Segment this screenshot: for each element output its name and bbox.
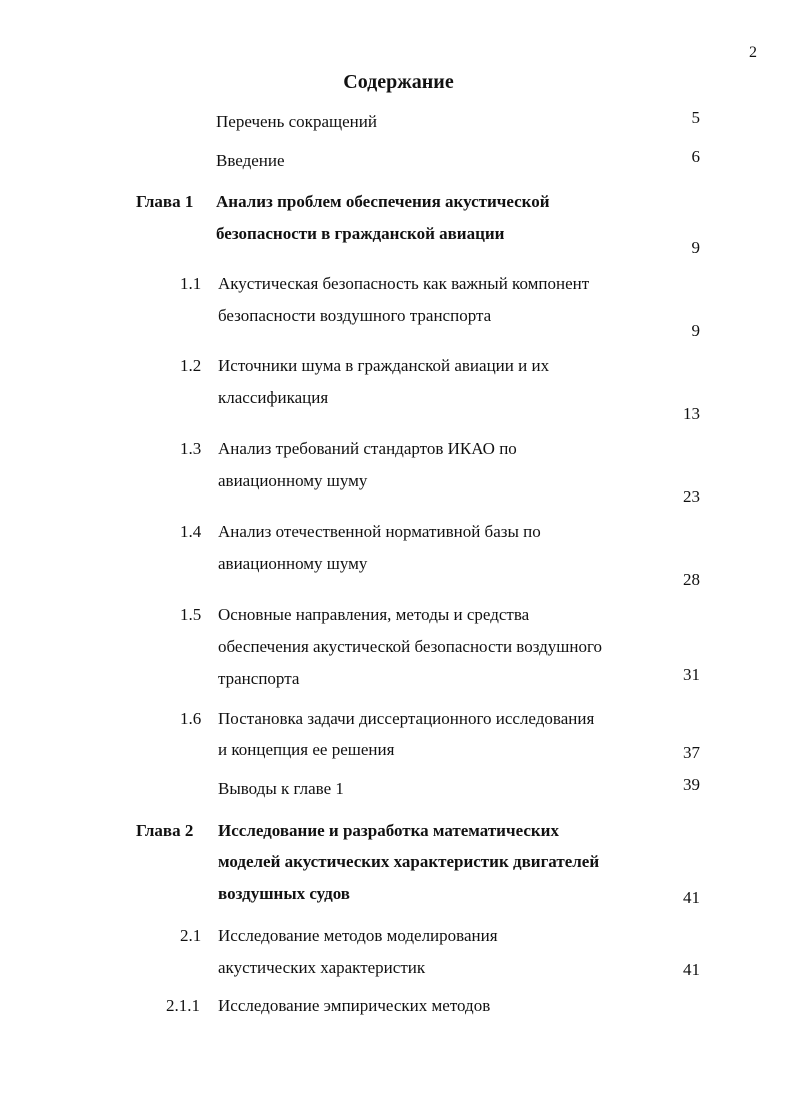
toc-entry-page: 9: [691, 238, 700, 257]
toc-entry-number: 1.3: [180, 439, 202, 458]
toc-entry-number: 1.2: [180, 356, 202, 375]
toc-entry-text: авиационному шуму: [218, 554, 368, 573]
toc-entry-text: Анализ отечественной нормативной базы по: [218, 522, 541, 541]
toc-entry-page: 6: [691, 147, 700, 166]
page-number: 2: [749, 44, 757, 61]
toc-entry-text: Исследование эмпирических методов: [218, 996, 491, 1015]
toc-entry-page: 39: [683, 775, 700, 794]
toc-entry-number: 1.6: [180, 709, 202, 728]
toc-entry-text: Акустическая безопасность как важный компонент: [218, 274, 590, 293]
toc-entry-text: Выводы к главе 1: [218, 779, 344, 798]
toc-entry-number: 1.4: [180, 522, 202, 541]
toc-entry-number: 1.1: [180, 274, 202, 293]
toc-entry-text: авиационному шуму: [218, 471, 368, 490]
page-title: Содержание: [343, 71, 454, 93]
toc-entry-number: 2.1.1: [166, 996, 200, 1015]
toc-entry-page: 41: [683, 888, 700, 907]
toc-entry-page: 9: [691, 321, 700, 340]
toc-entry-text: акустических характеристик: [218, 958, 426, 977]
toc-entry-text: Постановка задачи диссертационного исследования: [218, 709, 595, 728]
toc-entry-page: 13: [683, 404, 700, 423]
toc-entry-text: безопасности воздушного транспорта: [218, 306, 492, 325]
toc-entry-page: 31: [683, 665, 700, 684]
toc-entry-text: безопасности в гражданской авиации: [216, 224, 505, 243]
toc-entry-page: 28: [683, 570, 700, 589]
toc-entry-text: Перечень сокращений: [216, 112, 377, 131]
toc-entry-text: классификация: [218, 388, 329, 407]
toc-entry-text: Введение: [216, 151, 285, 170]
toc-entry-text: и концепция ее решения: [218, 740, 395, 759]
toc-entry-text: моделей акустических характеристик двигателей: [218, 852, 600, 871]
toc-entry-text: транспорта: [218, 669, 300, 688]
toc-entry-number: 2.1: [180, 926, 202, 945]
toc-entry-text: Источники шума в гражданской авиации и их: [218, 356, 550, 375]
toc-entry-text: обеспечения акустической безопасности воздушного: [218, 637, 602, 656]
toc-entry-text: Анализ требований стандартов ИКАО по: [218, 439, 517, 458]
toc-entry-page: 37: [683, 743, 700, 762]
toc-entry-page: 23: [683, 487, 700, 506]
toc-entry-page: 5: [691, 108, 700, 127]
toc-entry-text: Основные направления, методы и средства: [218, 605, 530, 624]
toc-entry-page: 41: [683, 960, 700, 979]
toc-entry-text: Исследование и разработка математических: [218, 821, 559, 840]
toc-entry-text: воздушных судов: [218, 884, 350, 903]
toc-entry-number: Глава 1: [136, 192, 194, 211]
toc-entry-number: Глава 2: [136, 821, 194, 840]
toc-entry-number: 1.5: [180, 605, 202, 624]
toc-entry-text: Анализ проблем обеспечения акустической: [216, 192, 550, 211]
toc-entry-text: Исследование методов моделирования: [218, 926, 498, 945]
